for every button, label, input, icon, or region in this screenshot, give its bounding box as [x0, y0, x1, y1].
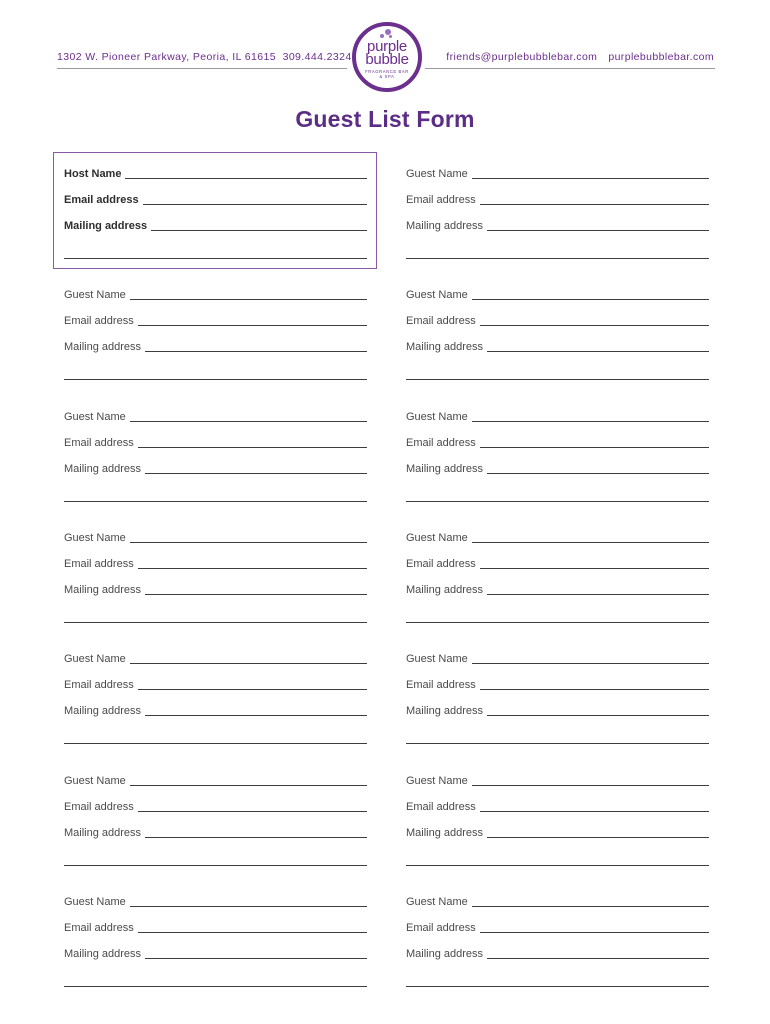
logo-tagline-2: & SPA — [379, 74, 395, 79]
mailing-address-line-2-row — [64, 853, 367, 869]
email-address-row — [64, 192, 367, 208]
contact-left — [57, 51, 352, 63]
email-address-blank-line[interactable] — [480, 931, 709, 933]
guest-name-label: Guest Name — [406, 168, 468, 180]
email-address-blank-line[interactable] — [480, 203, 709, 205]
guest-name-label: Guest Name — [406, 775, 468, 787]
email-address-row — [406, 435, 709, 451]
mailing-address-line-2-row — [64, 610, 367, 626]
guest-name-row — [406, 773, 709, 789]
mailing-address-blank-line[interactable] — [487, 472, 709, 474]
guest-name-row — [64, 651, 367, 667]
mailing-address-label: Mailing address — [64, 220, 148, 232]
mailing-address-blank-line[interactable] — [145, 714, 367, 716]
guest-name-blank-line[interactable] — [130, 298, 367, 300]
mailing-address-line-2-blank-line[interactable] — [64, 378, 367, 380]
email-address-blank-line[interactable] — [138, 324, 367, 326]
email-address-row — [406, 799, 709, 815]
guest-name-blank-line[interactable] — [130, 905, 367, 907]
guest-name-label: Guest Name — [64, 411, 126, 423]
purple-bubble-logo — [352, 22, 422, 92]
guest-name-label: Guest Name — [406, 653, 468, 665]
email-address-row — [406, 920, 709, 936]
guest-name-row — [406, 530, 709, 546]
contact-right — [446, 51, 714, 63]
mailing-address-line-2-blank-line[interactable] — [64, 742, 367, 744]
guest-name-label: Guest Name — [406, 532, 468, 544]
email-address-blank-line[interactable] — [138, 810, 367, 812]
mailing-address-label: Mailing address — [406, 220, 484, 232]
mailing-address-label: Mailing address — [406, 827, 484, 839]
mailing-address-row — [406, 582, 709, 598]
guest-name-blank-line[interactable] — [472, 662, 709, 664]
mailing-address-row — [406, 461, 709, 477]
mailing-address-blank-line[interactable] — [487, 836, 709, 838]
mailing-address-row — [406, 339, 709, 355]
email-address-label: Email address — [406, 437, 476, 449]
mailing-address-line-2-row — [64, 367, 367, 383]
email-address-label: Email address — [64, 922, 134, 934]
guest-name-blank-line[interactable] — [472, 177, 709, 179]
mailing-address-blank-line[interactable] — [145, 593, 367, 595]
mailing-address-row — [406, 946, 709, 962]
mailing-address-line-2-blank-line[interactable] — [64, 500, 367, 502]
mailing-address-blank-line[interactable] — [145, 472, 367, 474]
mailing-address-label: Mailing address — [406, 584, 484, 596]
mailing-address-row — [406, 825, 709, 841]
email-address-blank-line[interactable] — [480, 324, 709, 326]
mailing-address-blank-line[interactable] — [487, 714, 709, 716]
email-address-label: Email address — [64, 315, 134, 327]
email-text: friends@purplebubblebar.com — [446, 51, 598, 63]
email-address-row — [64, 435, 367, 451]
mailing-address-line-2-row — [406, 367, 709, 383]
email-address-label: Email address — [406, 679, 476, 691]
email-address-blank-line[interactable] — [138, 931, 367, 933]
mailing-address-line-2-row — [64, 246, 367, 262]
mailing-address-line-2-blank-line[interactable] — [406, 985, 709, 987]
address-text: 1302 W. Pioneer Parkway, Peoria, IL 61615 — [57, 51, 276, 63]
email-address-row — [64, 313, 367, 329]
mailing-address-blank-line[interactable] — [487, 593, 709, 595]
mailing-address-line-2-row — [406, 246, 709, 262]
mailing-address-blank-line[interactable] — [487, 350, 709, 352]
guest-name-label: Guest Name — [64, 775, 126, 787]
guest-name-label: Guest Name — [406, 289, 468, 301]
mailing-address-line-2-row — [406, 489, 709, 505]
guest-name-blank-line[interactable] — [130, 541, 367, 543]
email-address-row — [64, 556, 367, 572]
mailing-address-label: Mailing address — [64, 584, 142, 596]
mailing-address-label: Mailing address — [64, 827, 142, 839]
email-address-label: Email address — [64, 558, 134, 570]
email-address-label: Email address — [406, 801, 476, 813]
guest-name-label: Guest Name — [406, 411, 468, 423]
mailing-address-line-2-blank-line[interactable] — [64, 621, 367, 623]
guest-name-blank-line[interactable] — [472, 420, 709, 422]
email-address-row — [406, 192, 709, 208]
mailing-address-label: Mailing address — [64, 705, 142, 717]
mailing-address-row — [64, 461, 367, 477]
guest-name-row — [406, 651, 709, 667]
email-address-blank-line[interactable] — [480, 567, 709, 569]
mailing-address-label: Mailing address — [406, 341, 484, 353]
host-name-row — [64, 166, 367, 182]
header-rule-left — [57, 68, 347, 69]
form-title: Guest List Form — [295, 106, 475, 132]
mailing-address-label: Mailing address — [406, 948, 484, 960]
mailing-address-line-2-row — [406, 610, 709, 626]
email-address-blank-line[interactable] — [480, 688, 709, 690]
guest-name-label: Guest Name — [64, 653, 126, 665]
email-address-blank-line[interactable] — [480, 446, 709, 448]
guest-name-row — [64, 894, 367, 910]
mailing-address-line-2-row — [406, 974, 709, 990]
host-name-label: Host Name — [64, 168, 122, 180]
mailing-address-row — [64, 339, 367, 355]
letterhead — [0, 0, 770, 100]
mailing-address-line-2-blank-line[interactable] — [406, 378, 709, 380]
mailing-address-blank-line[interactable] — [151, 229, 367, 231]
guest-name-row — [64, 287, 367, 303]
mailing-address-line-2-row — [64, 489, 367, 505]
mailing-address-line-2-blank-line[interactable] — [406, 742, 709, 744]
mailing-address-row — [406, 703, 709, 719]
email-address-label: Email address — [64, 437, 134, 449]
guest-name-blank-line[interactable] — [472, 905, 709, 907]
email-address-row — [406, 313, 709, 329]
guest-name-row — [406, 894, 709, 910]
guest-name-blank-line[interactable] — [130, 784, 367, 786]
mailing-address-row — [64, 582, 367, 598]
mailing-address-line-2-blank-line[interactable] — [64, 257, 367, 259]
mailing-address-line-2-blank-line[interactable] — [406, 621, 709, 623]
mailing-address-line-2-blank-line[interactable] — [406, 257, 709, 259]
logo-tagline: FRAGRANCE BAR — [365, 69, 409, 74]
guest-name-row — [406, 409, 709, 425]
guest-name-label: Guest Name — [64, 532, 126, 544]
guest-name-blank-line[interactable] — [472, 784, 709, 786]
guest-name-label: Guest Name — [64, 289, 126, 301]
header-rule-right — [425, 68, 715, 69]
guest-name-blank-line[interactable] — [472, 541, 709, 543]
mailing-address-label: Mailing address — [64, 341, 142, 353]
guest-name-blank-line[interactable] — [130, 420, 367, 422]
guest-name-label: Guest Name — [406, 896, 468, 908]
mailing-address-line-2-row — [64, 974, 367, 990]
mailing-address-row — [64, 703, 367, 719]
email-address-label: Email address — [406, 315, 476, 327]
email-address-row — [406, 677, 709, 693]
guest-name-row — [406, 166, 709, 182]
mailing-address-blank-line[interactable] — [145, 957, 367, 959]
logo-word-purple: purple — [367, 38, 407, 55]
mailing-address-blank-line[interactable] — [145, 350, 367, 352]
email-address-label: Email address — [406, 194, 476, 206]
email-address-label: Email address — [406, 558, 476, 570]
mailing-address-line-2-blank-line[interactable] — [406, 864, 709, 866]
mailing-address-row — [64, 218, 367, 234]
guest-name-blank-line[interactable] — [130, 662, 367, 664]
guest-name-row — [406, 287, 709, 303]
email-address-blank-line[interactable] — [138, 688, 367, 690]
mailing-address-row — [406, 218, 709, 234]
mailing-address-line-2-blank-line[interactable] — [64, 985, 367, 987]
mailing-address-label: Mailing address — [64, 948, 142, 960]
mailing-address-row — [64, 946, 367, 962]
email-address-row — [406, 556, 709, 572]
email-address-label: Email address — [64, 194, 139, 206]
email-address-blank-line[interactable] — [480, 810, 709, 812]
mailing-address-line-2-row — [406, 731, 709, 747]
mailing-address-blank-line[interactable] — [487, 229, 709, 231]
logo-word-bubble: bubble — [365, 51, 409, 68]
guest-name-row — [64, 409, 367, 425]
phone-text: 309.444.2324 — [282, 51, 352, 63]
mailing-address-line-2-blank-line[interactable] — [406, 500, 709, 502]
mailing-address-blank-line[interactable] — [487, 957, 709, 959]
mailing-address-label: Mailing address — [406, 463, 484, 475]
mailing-address-line-2-blank-line[interactable] — [64, 864, 367, 866]
mailing-address-label: Mailing address — [64, 463, 142, 475]
website-text: purplebubblebar.com — [608, 51, 714, 63]
email-address-blank-line[interactable] — [138, 446, 367, 448]
email-address-row — [64, 677, 367, 693]
email-address-blank-line[interactable] — [143, 203, 367, 205]
email-address-blank-line[interactable] — [138, 567, 367, 569]
email-address-label: Email address — [64, 801, 134, 813]
email-address-row — [64, 799, 367, 815]
mailing-address-row — [64, 825, 367, 841]
guest-name-row — [64, 773, 367, 789]
mailing-address-line-2-row — [64, 731, 367, 747]
email-address-row — [64, 920, 367, 936]
guest-name-blank-line[interactable] — [472, 298, 709, 300]
email-address-label: Email address — [64, 679, 134, 691]
mailing-address-label: Mailing address — [406, 705, 484, 717]
email-address-label: Email address — [406, 922, 476, 934]
guest-name-label: Guest Name — [64, 896, 126, 908]
mailing-address-line-2-row — [406, 853, 709, 869]
guest-name-row — [64, 530, 367, 546]
mailing-address-blank-line[interactable] — [145, 836, 367, 838]
host-name-blank-line[interactable] — [125, 177, 367, 179]
